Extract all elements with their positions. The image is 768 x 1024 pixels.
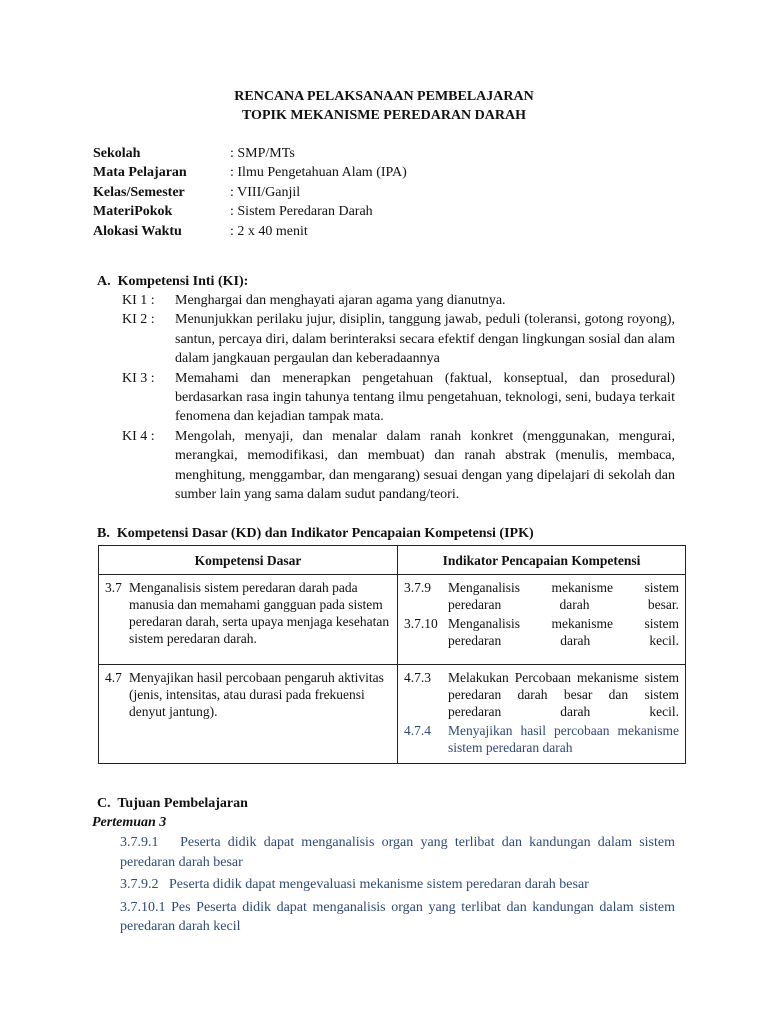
table-header: Kompetensi Dasar <box>99 546 398 575</box>
section-a-heading: A. Kompetensi Inti (KI): <box>97 274 249 289</box>
kd-ipk-table <box>98 545 686 764</box>
kd-number: 3.7 <box>105 580 122 595</box>
ki-text: Menunjukkan perilaku jujur, disiplin, tanggung jawab, peduli (toleransi, gotong royong), santun, percaya diri, dalam berinteraksi secara efektif dengan lingkungan sosial dan alam dalam jangkauan pergaulan dan keberadaannya <box>175 312 675 367</box>
info-label: Alokasi Waktu <box>93 223 182 239</box>
objective-item: 3.7.9.1 Peserta didik dapat menganalisis organ yang terlibat dan kandungan dalam sistem peredaran darah besar <box>120 835 679 870</box>
objective-item: 3.7.9.2 Peserta didik dapat mengevaluasi mekanisme sistem peredaran darah besar <box>120 877 589 892</box>
ki-item <box>122 310 675 368</box>
info-value: : SMP/MTs <box>230 146 295 161</box>
info-value: : Sistem Peredaran Darah <box>230 204 373 220</box>
info-label: Kelas/Semester <box>93 184 185 200</box>
info-value: : 2 x 40 menit <box>230 223 308 239</box>
ki-text: Menghargai dan menghayati ajaran agama yang dianutnya. <box>175 293 506 308</box>
objective-item: 3.7.10.1 Pes Peserta didik dapat menganalisis organ yang terlibat dan kandungan dalam sistem peredaran darah kecil <box>120 899 675 934</box>
info-value: : Ilmu Pengetahuan Alam (IPA) <box>230 165 407 181</box>
ipk-number: 4.7.3 <box>404 670 431 685</box>
ki-number: KI 2 : <box>122 312 155 328</box>
ipk-text: Melakukan Percobaan mekanisme sistem peredaran darah besar dan sistem peredaran darah kecil. <box>448 670 679 719</box>
table-row <box>99 665 686 764</box>
ipk-number: 4.7.4 <box>404 723 431 738</box>
ki-item <box>122 291 675 310</box>
table-row <box>99 575 686 665</box>
table-header: Indikator Pencapaian Kompetensi <box>398 546 686 575</box>
document-title: RENCANA PELAKSANAAN PEMBELAJARAN <box>234 89 534 104</box>
ki-item <box>122 369 675 427</box>
meeting-label: Pertemuan 3 <box>92 815 167 830</box>
info-label: Sekolah <box>93 146 141 161</box>
ki-text: Memahami dan menerapkan pengetahuan (faktual, konseptual, dan prosedural) berdasarkan rasa ingin tahunya tentang ilmu pengetahuan, teknologi, seni, budaya terkait fenomena dan kejadian tampak mata. <box>175 370 675 425</box>
learning-objectives <box>120 833 679 940</box>
ipk-text: Menyajikan hasil percobaan mekanisme sistem peredaran darah <box>448 723 679 755</box>
ipk-number: 3.7.10 <box>404 616 438 631</box>
section-b-heading: B. Kompetensi Dasar (KD) dan Indikator Pencapaian Kompetensi (IPK) <box>97 526 534 541</box>
ipk-text: Menganalisis mekanisme sistem peredaran darah besar. <box>448 580 679 612</box>
kd-number: 4.7 <box>105 670 122 685</box>
ki-number: KI 4 : <box>122 428 155 444</box>
ki-item <box>122 427 675 505</box>
ipk-text: Menganalisis mekanisme sistem peredaran darah kecil. <box>448 616 679 648</box>
kd-text: Menganalisis sistem peredaran darah pada manusia dan memahami gangguan pada sistem peredaran darah, serta upaya menjaga kesehatan sistem peredaran darah. <box>129 580 390 646</box>
info-label: MateriPokok <box>93 204 173 220</box>
kd-text: Menyajikan hasil percobaan pengaruh aktivitas (jenis, intensitas, atau durasi pada frekuensi denyut jantung). <box>129 670 384 719</box>
ki-number: KI 1 : <box>122 293 155 308</box>
document-subtitle: TOPIK MEKANISME PEREDARAN DARAH <box>241 108 527 123</box>
info-label: Mata Pelajaran <box>93 165 187 181</box>
ipk-number: 3.7.9 <box>404 580 431 595</box>
ki-number: KI 3 : <box>122 370 155 386</box>
ki-text: Mengolah, menyaji, dan menalar dalam ranah konkret (menggunakan, mengurai, merangkai, memodifikasi, dan membuat) dan ranah abstrak (menulis, membaca, menghitung, menggambar, dan mengarang) sesuai dengan yang dipelajari di sekolah dan sumber lain yang sama dalam sudut pandang/teori. <box>175 428 675 503</box>
ki-list <box>122 291 675 504</box>
identity-info <box>93 144 407 241</box>
section-c-heading: C. Tujuan Pembelajaran <box>97 796 248 811</box>
info-value: : VIII/Ganjil <box>230 184 301 200</box>
